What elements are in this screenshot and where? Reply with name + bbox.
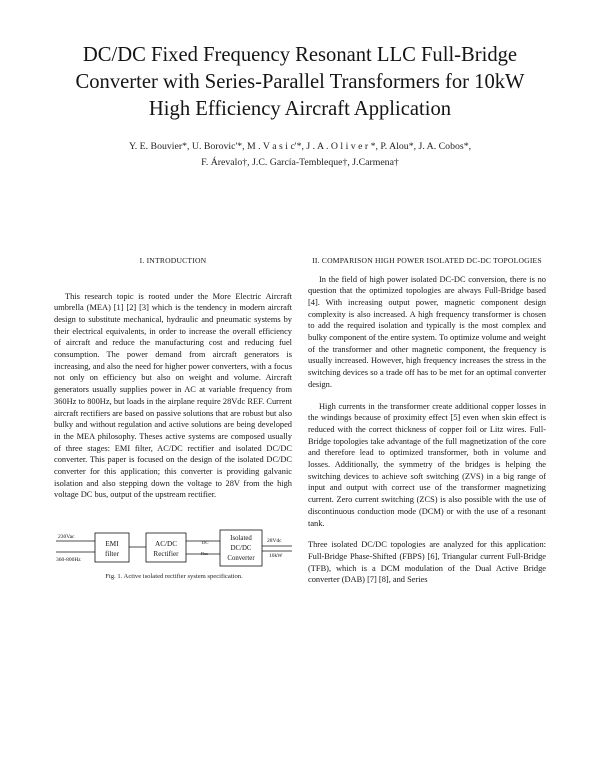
figure-caption: Fig. 1. Active isolated rectifier system specification. [105,573,243,580]
emi-block-label-2: filter [105,550,119,558]
left-column [54,256,292,501]
comparison-paragraph-3: Three isolated DC/DC topologies are analyzed for this application: Full-Bridge Phase-Shifted (FBPS) [6], Triangular current Full-Bridge (TFB), which is a DCM modulation of the Dual Active Bridge converter (DAB) [7] [8], and Series [308,540,546,585]
title-line-1: DC/DC Fixed Frequency Resonant LLC Full-Bridge [82,44,518,66]
title-line-2: Converter with Series-Parallel Transformers for 10kW [75,71,525,93]
output-voltage-label: 28Vdc [267,538,282,544]
input-frequency-label: 360-800Hz [56,557,81,563]
block-diagram [54,528,294,576]
section-heading-comparison: II. COMPARISON HIGH POWER ISOLATED DC-DC TOPOLOGIES [312,256,542,265]
dcdc-block-label-1: Isolated [230,535,252,542]
section-heading-introduction: I. INTRODUCTION [139,256,207,265]
introduction-paragraph: This research topic is rooted under the More Electric Aircraft umbrella (MEA) [1] [2] [3] which is the tendency in modern aircraft design to substitute mechanical, hydraulic and pneumatic systems by their electrical equivalents, in order to increase the overall efficiency of aircraft and reduce the manufacturing cost and reducing fuel consumption. The power demand from aircraft generators is increasing, and also the need for higher power converters, with a focus not only on efficiency but also on weight and volume. Aircraft generators usually supplies power in AC at variable frequency from 360Hz to 800Hz, but loads in the airplane require 28Vdc REF. Current aircraft rectifiers are based on passive solutions that are robust but also bulky and without regulation and active solutions are being developed in the MEA philosophy. Theses active systems are composed usually of three stages: EMI filter, AC/DC rectifier and isolated DC/DC converter. This paper is focused on the design of the isolated DC/DC converter for this application; this converter is providing galvanic isolation and also stepping down the voltage to 28V from the high voltage DC bus, output of the upstream rectifier. [54,291,292,500]
output-power-label: 10kW [269,553,283,559]
author-list [40,139,560,171]
paper-title [40,42,560,123]
comparison-paragraph-1: In the field of high power isolated DC-DC conversion, there is no question that the optimized topologies are always Full-Bridge based [4]. With increasing output power, magnetic component design complexity is also increased. A high frequency transformer is chosen to add the required isolation and typically is the most complex and bulky component of the entire system. To optimize volume and weight of the transformer and other magnetic component, the frequency is usually increased. However, high frequency increases the stress in the switching devices so a trade off has to be met for an optimal converter design. [308,274,546,389]
author-line-1: Y. E. Bouvier*, U. Borovic'*, M . V a s i c'*, J . A . O l i v e r *, P. Alou*, J. A. Cobos*, [128,141,472,152]
comparison-paragraph-2: High currents in the transformer create additional copper losses in the windings because of proximity effect [5] even when skin effect is reduced with the correct thickness of copper foil or Litz wires. Full-Bridge topologies take advantage of the full magnetization of the core and therefore lead to optimized transformer, both in volume and losses. Additionally, the symmetry of the bridges is helping the switching devices to achieve soft switching (ZVS) in a big range of input and output with correct use of the transformer magnetizing current. Zero current switching (ZCS) is also possible with the use of discontinuous conduction mode (DCM) or with the use of a resonant tank. [308,401,546,528]
author-line-2: F. Árevalo†, J.C. García-Tembleque†, J.Carmena† [201,157,399,168]
dc-bus-label-2: Bus [201,551,209,556]
acdc-block-label-2: Rectifier [153,550,179,558]
acdc-block-label-1: AC/DC [155,540,177,548]
figure-1 [54,528,294,590]
right-column [308,256,546,586]
title-line-3: High Efficiency Aircraft Application [148,98,452,120]
dc-bus-label-1: DC [202,540,209,545]
input-voltage-label: 230Vac [58,534,75,540]
emi-block-label-1: EMI [105,540,119,548]
dcdc-block-label-2: DC/DC [230,545,252,552]
dcdc-block-label-3: Converter [227,555,255,562]
